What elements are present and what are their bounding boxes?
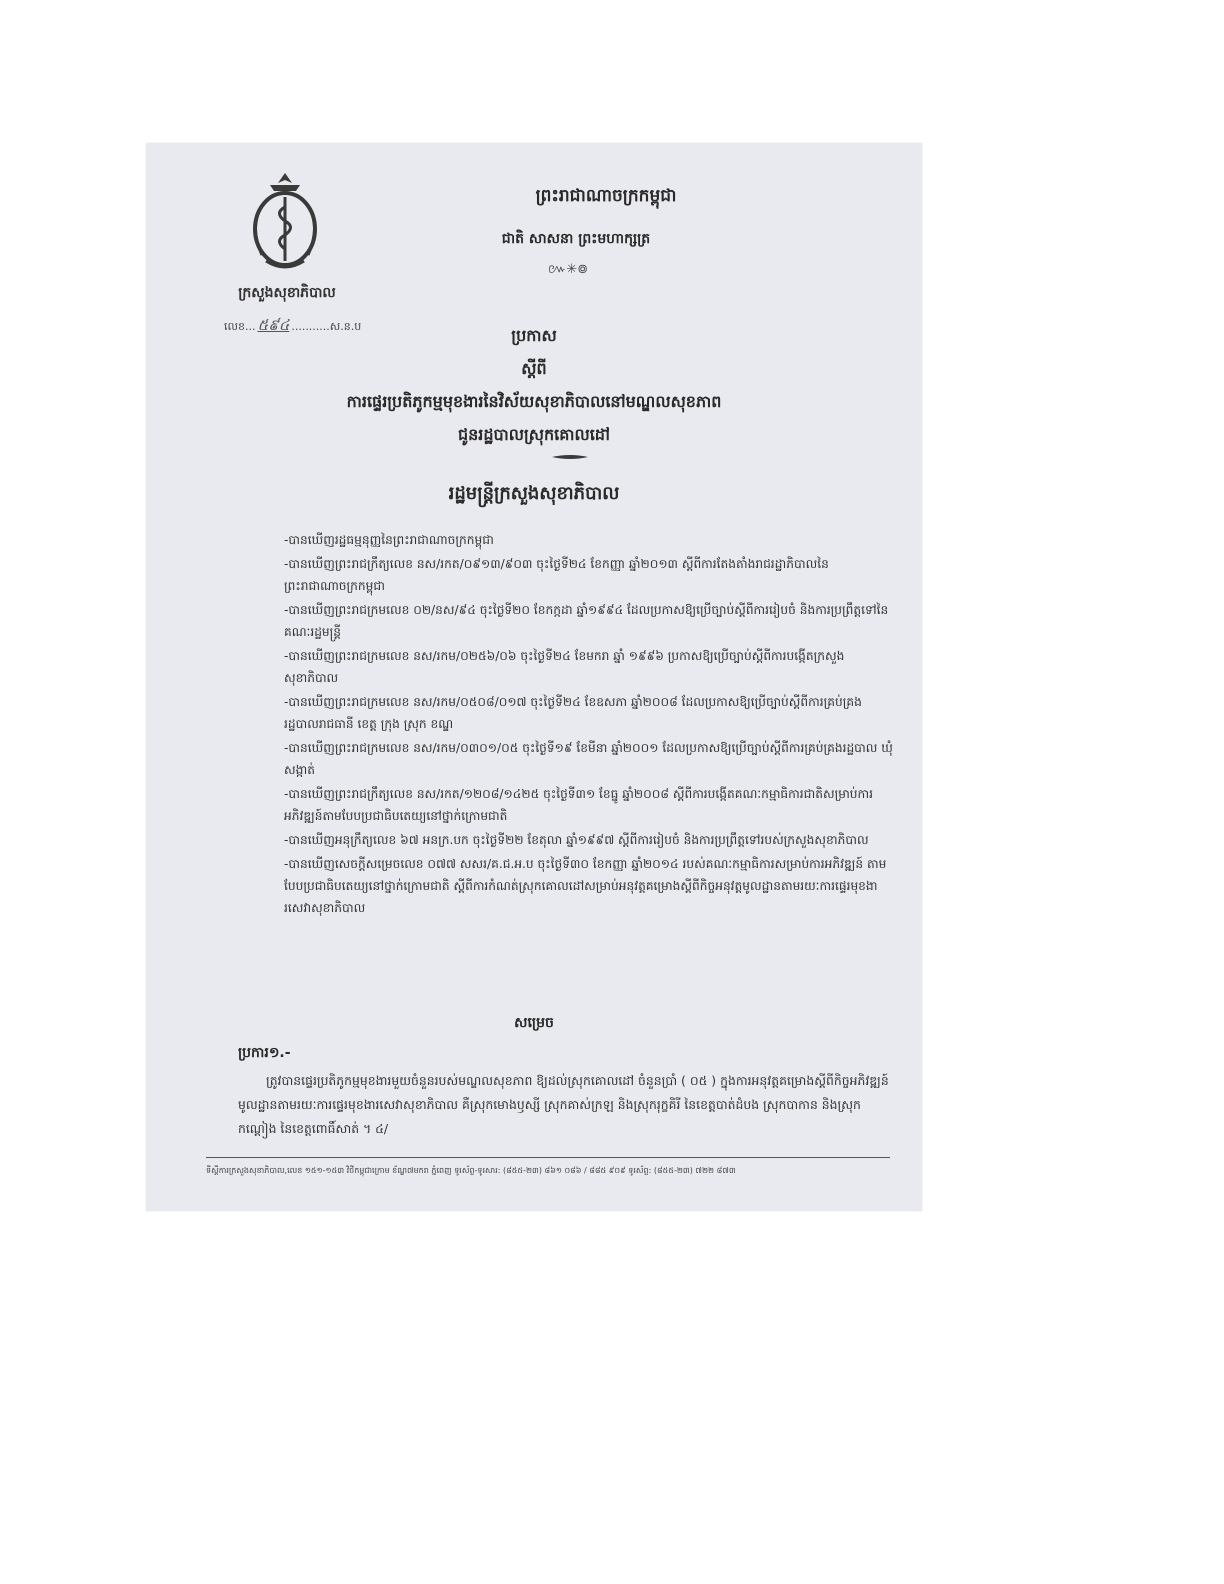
article-1-label: ប្រការ១.-: [238, 1045, 291, 1061]
scanned-document: [146, 143, 922, 1211]
kingdom-heading: ព្រះរាជាណាចក្រកម្ពុជា: [535, 186, 677, 206]
recitals-list: [284, 529, 894, 921]
document-title-line2: ជូនរដ្ឋបាលស្រុកគោលដៅ: [457, 425, 611, 444]
recital-item: -បានឃើញសេចក្តីសម្រេចលេខ ០៧៧ សសរ/គ.ជ.អ.ប ចុះថ្ងៃទី៣០ ខែកញ្ញា ឆ្នាំ២០១៤ របស់គណៈកម្មាធិការសម្រាប់ការអភិវឌ្ឍន៍ តាមបែបប្រជាធិបតេយ្យនៅថ្នាក់ក្រោមជាតិ ស្តីពីការកំណត់ស្រុកគោលដៅសម្រាប់អនុវត្តគម្រោងស្តីពីកិច្ចអនុវត្តមូលដ្ឋានតាមរយៈការផ្ទេរមុខងារសេវាសុខាភិបាល: [284, 857, 887, 915]
header-ornament: ៚✳៙: [547, 262, 589, 277]
decision-heading: សម្រេច: [514, 1015, 554, 1031]
minister-heading: រដ្ឋមន្ត្រីក្រសួងសុខាភិបាល: [448, 483, 620, 504]
divider-ornament: [550, 453, 590, 461]
document-title-line1: ការផ្ទេរប្រតិភូកម្មមុខងារនៃវិស័យសុខាភិបាលនៅមណ្ឌលសុខភាព: [346, 392, 722, 411]
footer-address: ទីស្តីការក្រសួងសុខាភិបាល,លេខ ១៥១-១៥៣ វិថីកម្ពុជាក្រោម ខ័ណ្ឌ៧មករា ភ្នំពេញ ទូរស័ព្ទ-ទូរសារ: (៨៥៥-២៣) ៨៦១ ០៨៦ / ៨៨៥ ៩០៩ ទូរស័ព្ទ: (៨៥៥-២៣) ៧២២ ៨៧៣: [206, 1166, 736, 1175]
footer-divider: [206, 1157, 890, 1158]
reference-number: លេខ... ៥៩៤ ...........ស.ន.ប: [224, 316, 362, 334]
about-label: ស្តីពី: [521, 359, 547, 378]
ref-suffix: ...........ស.ន.ប: [291, 320, 362, 333]
recital-item: -បានឃើញព្រះរាជក្រមលេខ ០២/នស/៩៤ ចុះថ្ងៃទី២០ ខែកក្កដា ឆ្នាំ១៩៩៤ ដែលប្រកាសឱ្យប្រើច្បាប់ស្តីពីការរៀបចំ និងការប្រព្រឹត្តទៅនៃគណៈរដ្ឋមន្ត្រី: [284, 603, 889, 639]
ref-number: ៥៩៤: [257, 316, 290, 334]
ref-prefix: លេខ: [224, 320, 245, 333]
article-1-body: ត្រូវបានផ្ទេរប្រតិភូកម្មមុខងារមួយចំនួនរបស់មណ្ឌលសុខភាព ឱ្យដល់ស្រុកគោលដៅ ចំនួនប្រាំ ( ០៥ ) ក្នុងការអនុវត្តគម្រោងស្តីពីកិច្ចអភិវឌ្ឍន៍មូលដ្ឋានតាមរយៈការផ្ទេរមុខងារសេវាសុខាភិបាល គឺស្រុកមោងឫស្សី ស្រុកគាស់ក្រឡ និងស្រុករុក្ខគិរី នៃខេត្តបាត់ដំបង ស្រុកបាកាន និងស្រុកកណ្តៀង នៃខេត្តពោធិ៍សាត់ ។ ៤/: [238, 1073, 889, 1136]
ministry-emblem-icon: [240, 169, 330, 277]
recital-item: -បានឃើញព្រះរាជក្រមលេខ នស/រកម/០៣០១/០៥ ចុះថ្ងៃទី១៩ ខែមីនា ឆ្នាំ២០០១ ដែលប្រកាសឱ្យប្រើច្បាប់ស្តីពីការគ្រប់គ្រងរដ្ឋបាល ឃុំ សង្កាត់: [284, 741, 893, 777]
recital-item: -បានឃើញរដ្ឋធម្មនុញ្ញនៃព្រះរាជាណាចក្រកម្ពុជា: [284, 533, 494, 547]
recital-item: -បានឃើញព្រះរាជក្រឹត្យលេខ នស/រកត/០៩១៣/៩០៣ ចុះថ្ងៃទី២៤ ខែកញ្ញា ឆ្នាំ២០១៣ ស្តីពីការតែងតាំងរាជរដ្ឋាភិបាលនៃព្រះរាជាណាចក្រកម្ពុជា: [284, 557, 829, 593]
national-motto: ជាតិ សាសនា ព្រះមហាក្សត្រ: [501, 231, 651, 247]
ministry-name: ក្រសួងសុខាភិបាល: [238, 285, 336, 301]
recital-item: -បានឃើញអនុក្រឹត្យលេខ ៦៧ អនក្រ.បក ចុះថ្ងៃទី២២ ខែតុលា ឆ្នាំ១៩៩៧ ស្តីពីការរៀបចំ និងការប្រព្រឹត្តទៅរបស់ក្រសួងសុខាភិបាល: [284, 833, 869, 847]
recital-item: -បានឃើញព្រះរាជក្រឹត្យលេខ នស/រកត/១២០៨/១៤២៥ ចុះថ្ងៃទី៣១ ខែធ្នូ ឆ្នាំ២០០៨ ស្តីពីការបង្កើតគណៈកម្មាធិការជាតិសម្រាប់ការអភិវឌ្ឍន៍តាមបែបប្រជាធិបតេយ្យនៅថ្នាក់ក្រោមជាតិ: [284, 787, 874, 823]
recital-item: -បានឃើញព្រះរាជក្រមលេខ នស/រកម/០៥០៨/០១៧ ចុះថ្ងៃទី២៤ ខែឧសភា ឆ្នាំ២០០៨ ដែលប្រកាសឱ្យប្រើច្បាប់ស្តីពីការគ្រប់គ្រងរដ្ឋបាលរាជធានី ខេត្ត ក្រុង ស្រុក ខណ្ឌ: [284, 695, 862, 731]
recital-item: -បានឃើញព្រះរាជក្រមលេខ នស/រកម/០២៥៦/០៦ ចុះថ្ងៃទី២៤ ខែមករា ឆ្នាំ ១៩៩៦ ប្រកាសឱ្យប្រើច្បាប់ស្តីពីការបង្កើតក្រសួងសុខាភិបាល: [284, 649, 845, 685]
declaration-label: ប្រកាស: [511, 326, 557, 345]
